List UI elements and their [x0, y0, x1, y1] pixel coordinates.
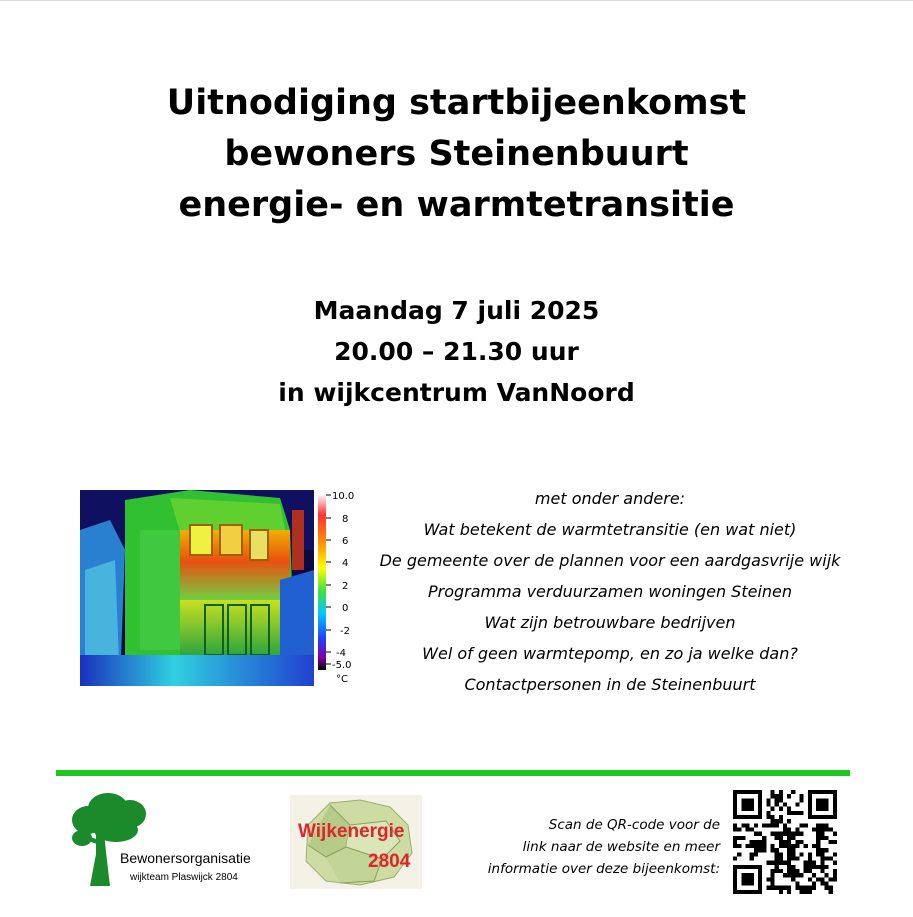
wijkenergie-number: 2804 [368, 851, 411, 872]
org-name: Bewonersorganisatie [120, 850, 251, 866]
agenda-item: Wat betekent de warmtetransitie (en wat niet) [423, 520, 797, 539]
event-date: Maandag 7 juli 2025 [313, 296, 600, 325]
agenda-list [360, 483, 860, 700]
event-location: in wijkcentrum VanNoord [278, 378, 635, 407]
event-details [0, 290, 913, 413]
thermal-scale-ticks [326, 491, 354, 685]
tick-10: 10.0 [332, 491, 355, 502]
qr-code-icon[interactable] [733, 790, 837, 894]
qr-instructions [488, 814, 720, 880]
tick-2: 2 [342, 581, 349, 592]
org-subtitle: wijkteam Plaswijck 2804 [130, 872, 238, 883]
top-border [0, 0, 913, 1]
agenda-item: Contactpersonen in de Steinenbuurt [464, 675, 756, 694]
tick-minus-2: -2 [340, 626, 350, 637]
agenda-item: De gemeente over de plannen voor een aardgasvrije wijk [379, 551, 841, 570]
title-line-1: Uitnodiging startbijeenkomst [166, 83, 747, 123]
tick-4: 4 [342, 558, 349, 569]
thermal-unit: °C [336, 674, 348, 685]
event-time: 20.00 – 21.30 uur [334, 337, 579, 366]
tick-minus-4: -4 [336, 648, 346, 659]
scan-line-1: Scan de QR-code voor de [548, 817, 720, 833]
wijkenergie-logo [290, 795, 422, 889]
wijkenergie-word: Wijkenergie [298, 821, 405, 842]
thermal-house-image [80, 490, 364, 686]
scan-line-2: link naar de website en meer [522, 839, 720, 855]
tick-6: 6 [342, 536, 349, 547]
footer-divider [56, 770, 850, 776]
title-line-3: energie- en warmtetransitie [178, 185, 735, 225]
agenda-item: Wel of geen warmtepomp, en zo ja welke dan? [422, 644, 798, 663]
title-line-2: bewoners Steinenbuurt [224, 134, 689, 174]
tick-minus-5: -5.0 [332, 660, 352, 671]
tick-8: 8 [342, 514, 349, 525]
agenda-item: Programma verduurzamen woningen Steinen [427, 582, 793, 601]
tick-0: 0 [342, 603, 349, 614]
agenda-item: Wat zijn betrouwbare bedrijven [484, 613, 736, 632]
page-title [0, 78, 913, 231]
scan-line-3: informatie over deze bijeenkomst: [487, 861, 720, 877]
agenda-intro: met onder andere: [534, 489, 686, 508]
